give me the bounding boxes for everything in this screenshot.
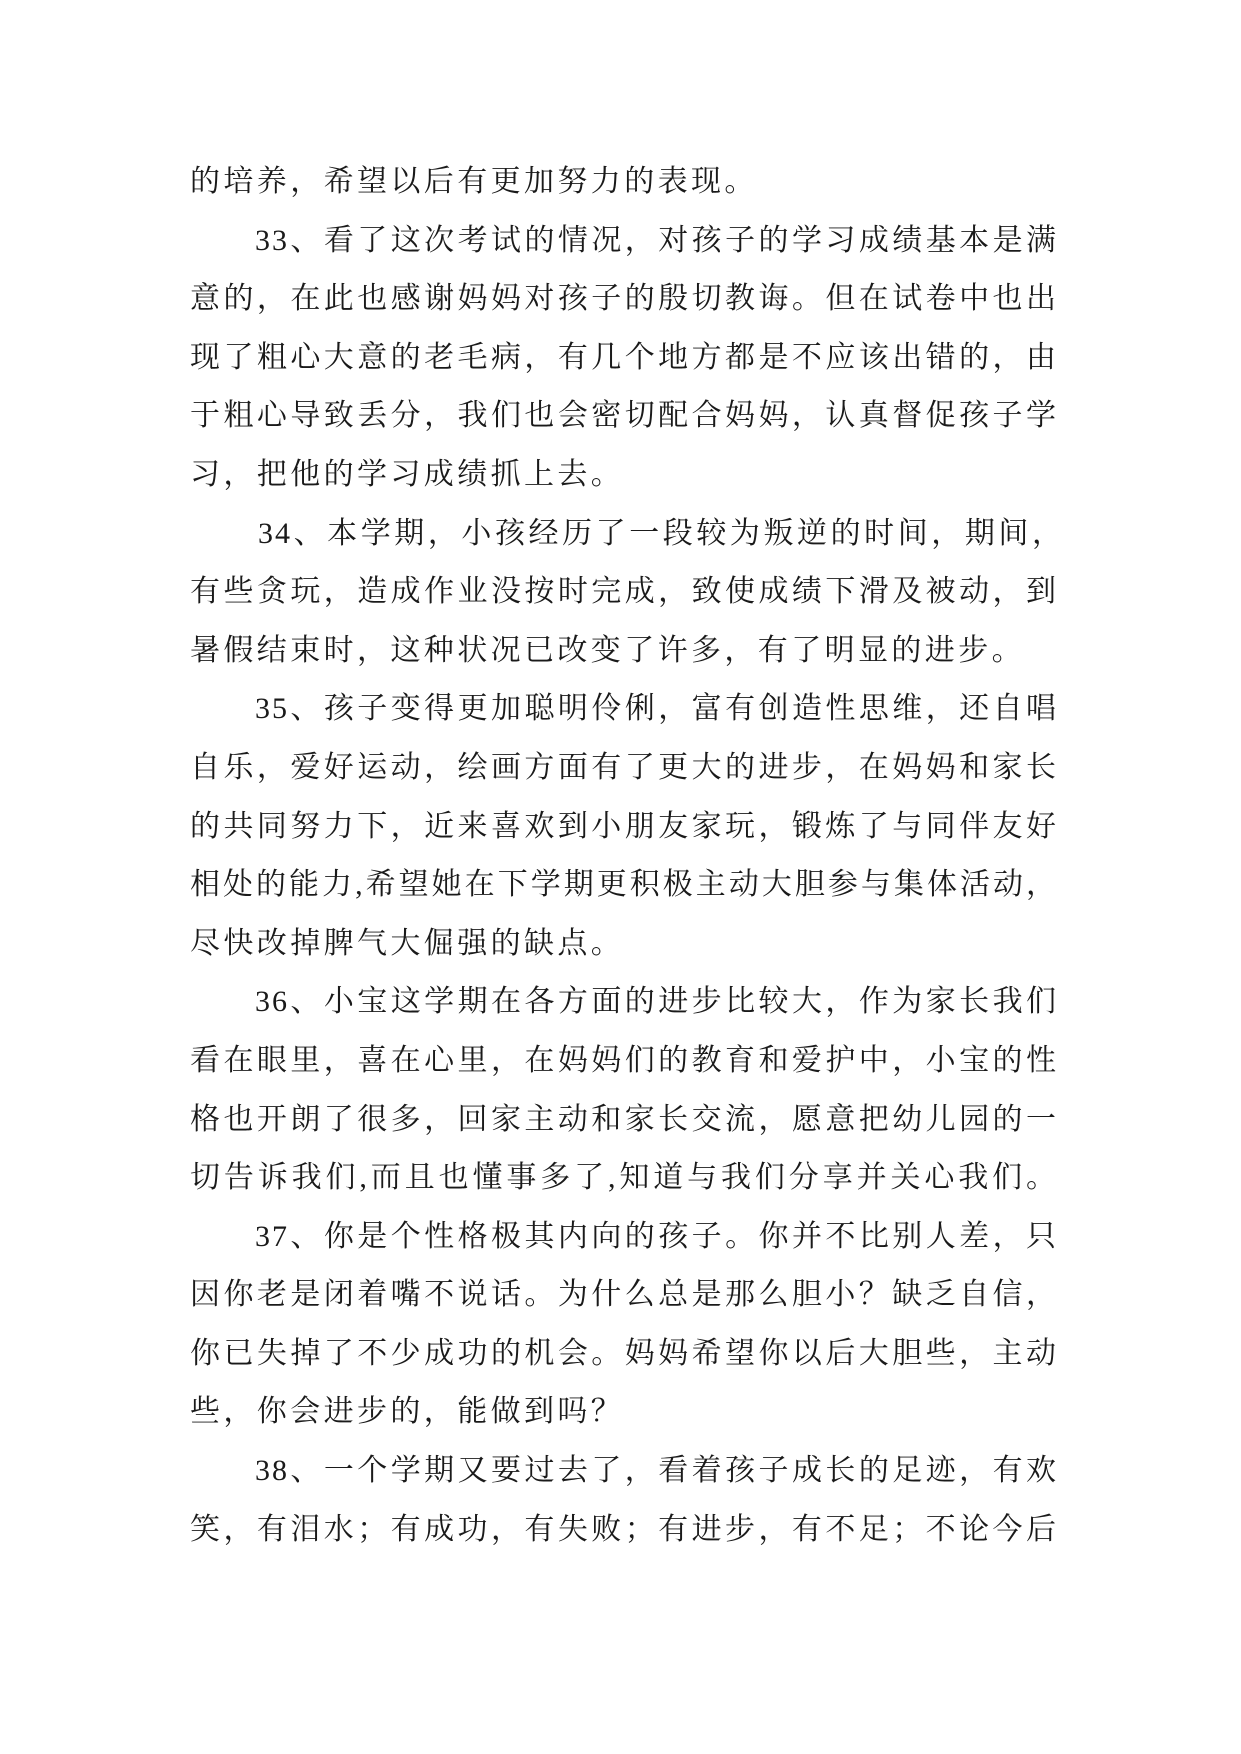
text-line: 因你老是闭着嘴不说话。为什么总是那么胆小？缺乏自信， — [190, 1278, 1058, 1312]
text-line: 37、你是个性格极其内向的孩子。你并不比别人差，只 — [255, 1219, 1058, 1253]
paragraph-37 — [190, 1208, 1058, 1442]
document-body — [190, 153, 1064, 1559]
text-line: 你已失掉了不少成功的机会。妈妈希望你以后大胆些，主动 — [190, 1336, 1058, 1370]
text-line: 35、孩子变得更加聪明伶俐，富有创造性思维，还自唱 — [255, 692, 1058, 726]
text-line: 36、小宝这学期在各方面的进步比较大，作为家长我们 — [255, 985, 1058, 1019]
text-line: 自乐，爱好运动，绘画方面有了更大的进步，在妈妈和家长 — [190, 750, 1058, 784]
paragraph-36 — [190, 973, 1058, 1207]
text-line: 的培养，希望以后有更加努力的表现。 — [190, 165, 758, 198]
text-line: 现了粗心大意的老毛病，有几个地方都是不应该出错的，由 — [190, 340, 1058, 374]
text-line: 看在眼里，喜在心里，在妈妈们的教育和爱护中，小宝的性 — [190, 1043, 1058, 1077]
text-line: 意的，在此也感谢妈妈对孩子的殷切教诲。但在试卷中也出 — [190, 282, 1058, 316]
text-line: 的共同努力下，近来喜欢到小朋友家玩，锻炼了与同伴友好 — [190, 809, 1058, 843]
text-line: 相处的能力,希望她在下学期更积极主动大胆参与集体活动， — [190, 868, 1058, 902]
text-line: 尽快改掉脾气大倔强的缺点。 — [190, 926, 625, 960]
paragraph-33 — [190, 212, 1058, 505]
text-line: 38、一个学期又要过去了，看着孩子成长的足迹，有欢 — [255, 1454, 1058, 1488]
text-line: 笑，有泪水；有成功，有失败；有进步，有不足；不论今后 — [190, 1512, 1058, 1546]
text-line: 于粗心导致丢分，我们也会密切配合妈妈，认真督促孩子学 — [190, 399, 1058, 433]
paragraph-35 — [190, 680, 1058, 973]
text-line: 切告诉我们,而且也懂事多了,知道与我们分享并关心我们。 — [190, 1161, 1058, 1195]
text-line: 暑假结束时，这种状况已改变了许多，有了明显的进步。 — [190, 633, 1025, 667]
text-line: 些，你会进步的，能做到吗？ — [190, 1395, 625, 1429]
text-line: 习，把他的学习成绩抓上去。 — [190, 457, 625, 491]
paragraph-continuation — [190, 153, 1058, 212]
text-line: 格也开朗了很多，回家主动和家长交流，愿意把幼儿园的一 — [190, 1102, 1058, 1136]
text-line: 34、本学期，小孩经历了一段较为叛逆的时间，期间， — [258, 516, 1064, 550]
paragraph-34 — [190, 505, 1064, 681]
paragraph-38 — [190, 1442, 1058, 1559]
text-line: 有些贪玩，造成作业没按时完成，致使成绩下滑及被动，到 — [190, 575, 1058, 609]
text-line: 33、看了这次考试的情况，对孩子的学习成绩基本是满 — [255, 223, 1058, 257]
